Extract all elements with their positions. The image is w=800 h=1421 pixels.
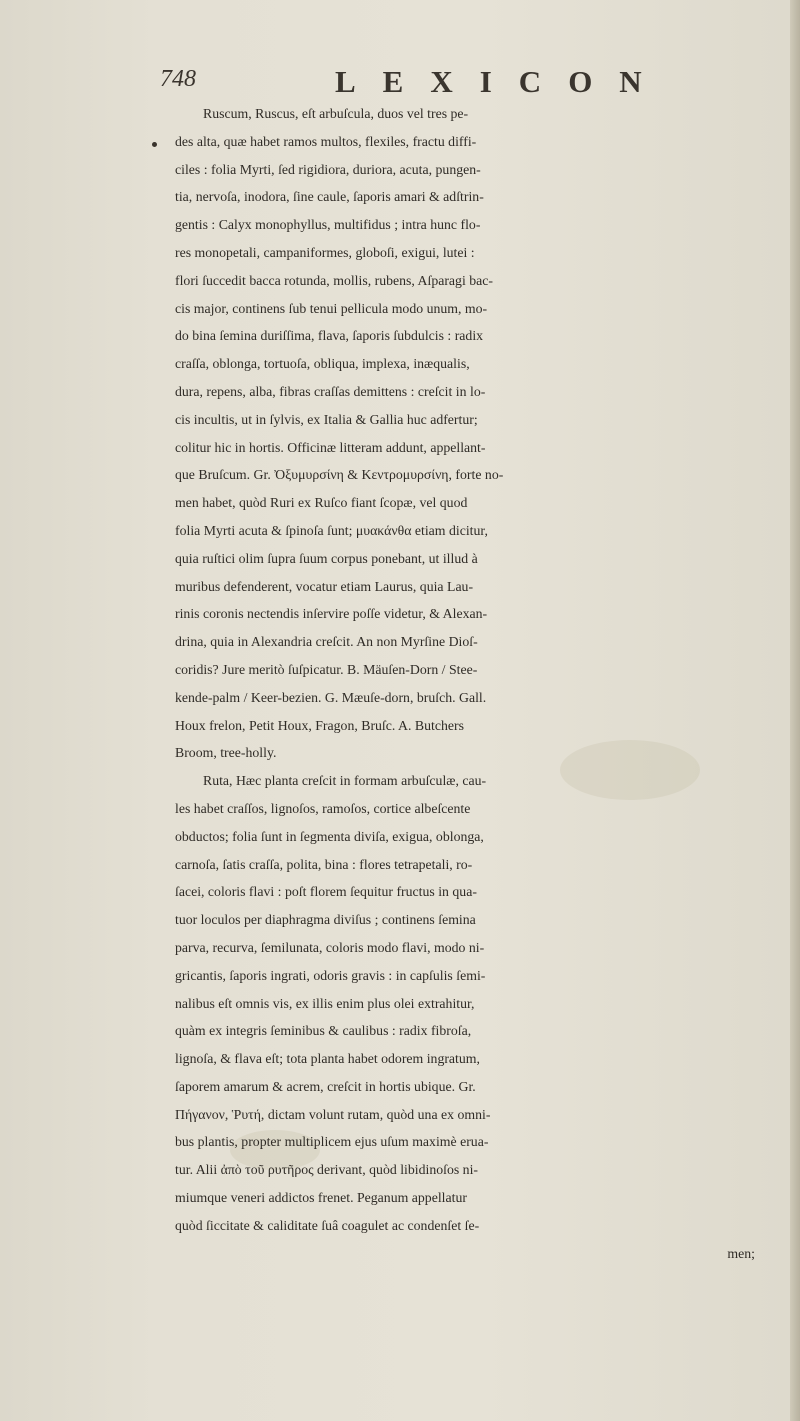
text-line: ſacei, coloris flavi : poſt florem ſequitur fructus in qua- [175,884,477,900]
text-line: colitur hic in hortis. Officinæ litteram addunt, appellant- [175,439,486,455]
text-line: quàm ex integris ſeminibus & caulibus : radix fibroſa, [175,1023,472,1039]
text-line: ciles : folia Myrti, ſed rigidiora, duriora, acuta, pungen- [175,161,481,177]
text-line: craſſa, oblonga, tortuoſa, obliqua, implexa, inæqualis, [175,356,470,372]
page-header [0,62,790,102]
dictionary-text [175,100,785,1267]
text-line: quòd ſiccitate & caliditate ſuâ coagulet ac condenſet ſe- [175,1217,480,1233]
text-line: miumque veneri addictos frenet. Peganum appellatur [175,1190,467,1206]
text-line: carnoſa, ſatis craſſa, polita, bina : flores tetrapetali, ro- [175,856,473,872]
text-line: gentis : Calyx monophyllus, multifidus ; intra hunc flo- [175,217,481,233]
text-line: parva, recurva, ſemilunata, coloris modo flavi, modo ni- [175,939,485,955]
text-line: tur. Alii ἀπὸ τοῦ ρυτῆρος derivant, quòd libidinoſos ni- [175,1162,478,1178]
page-edge [790,0,800,1421]
text-line: lignoſa, & flava eſt; tota planta habet odorem ingratum, [175,1051,480,1067]
text-line: cis incultis, ut in ſylvis, ex Italia & Gallia huc adfertur; [175,411,478,427]
text-line: rinis coronis nectendis inſervire poſſe videtur, & Alexan- [175,606,488,622]
text-line: obductos; folia ſunt in ſegmenta diviſa, exigua, oblonga, [175,828,484,844]
text-line: ſaporem amarum & acrem, creſcit in hortis ubique. Gr. [175,1078,476,1094]
text-line: bus plantis, propter multiplicem ejus uſum maximè erua- [175,1134,489,1150]
margin-dot [152,142,157,147]
running-title: LEXICON [335,64,669,99]
text-line: muribus defenderent, vocatur etiam Laurus, quia Lau- [175,578,474,594]
text-line: Ruscum, Ruscus, eſt arbuſcula, duos vel tres pe- [203,106,469,121]
text-line: Broom, tree-holly. [175,745,277,761]
text-line: kende-palm / Keer-bezien. G. Mæuſe-dorn, bruſch. Gall. [175,689,487,705]
text-line: tuor loculos per diaphragma diviſus ; continens ſemina [175,912,476,928]
text-line: res monopetali, campaniformes, globoſi, exigui, lutei : [175,244,475,260]
text-line: gricantis, ſaporis ingrati, odoris gravis : in capſulis ſemi- [175,967,486,983]
text-line: Πήγανον, Ῥυτή, dictam volunt rutam, quòd una ex omni- [175,1106,491,1122]
text-line: que Bruſcum. Gr. Ὀξυμυρσίνη & Κεντρομυρσίνη, forte no- [175,467,504,483]
text-line: folia Myrti acuta & ſpinoſa ſunt; μυακάνθα etiam dicitur, [175,522,488,538]
text-line: drina, quia in Alexandria creſcit. An non Myrſine Dioſ- [175,634,478,650]
text-line: flori ſuccedit bacca rotunda, mollis, rubens, Aſparagi bac- [175,272,493,288]
entry-ruscum [175,100,785,767]
page-number: 748 [160,66,196,92]
text-line: des alta, quæ habet ramos multos, flexiles, fractu diffi- [175,133,477,149]
text-line: nalibus eſt omnis vis, ex illis enim plus olei extrahitur, [175,995,475,1011]
text-line: cis major, continens ſub tenui pellicula modo unum, mo- [175,300,488,316]
text-line: Houx frelon, Petit Houx, Fragon, Bruſc. A. Butchers [175,717,464,733]
entry-ruta [175,767,785,1267]
text-line: les habet craſſos, lignoſos, ramoſos, cortice albeſcente [175,800,471,816]
text-line: dura, repens, alba, fibras craſſas demittens : creſcit in lo- [175,383,486,399]
text-line: do bina ſemina duriſſima, flava, ſaporis ſubdulcis : radix [175,328,484,344]
text-line: tia, nervoſa, inodora, ſine caule, ſaporis amari & adſtrin- [175,189,484,205]
text-line: quia ruſtici olim ſupra ſuum corpus ponebant, ut illud à [175,550,478,566]
text-line: men habet, quòd Ruri ex Ruſco fiant ſcopæ, vel quod [175,495,468,511]
text-line: men; [727,1245,755,1261]
text-line: Ruta, Hæc planta creſcit in formam arbuſculæ, cau- [203,773,487,789]
text-line: coridis? Jure meritò ſuſpicatur. B. Mäuſen-Dorn / Stee- [175,661,478,677]
